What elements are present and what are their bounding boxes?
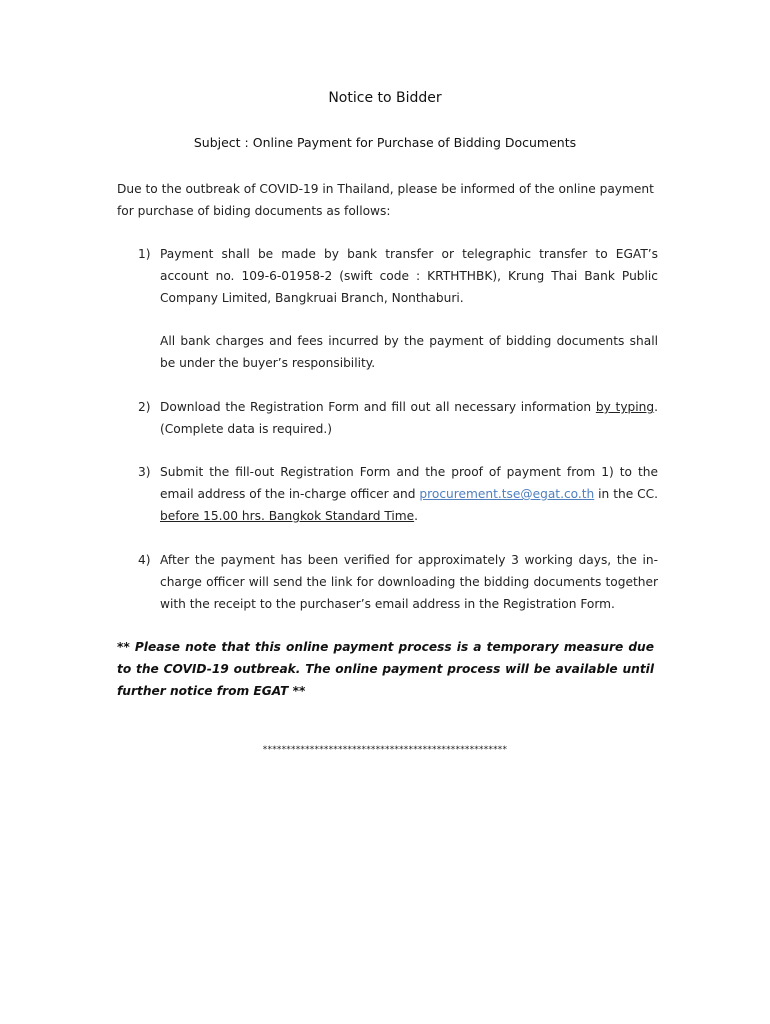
list-item-1-continuation: [138, 330, 658, 374]
list-item-3: [138, 461, 658, 527]
underlined-text: before 15.00 hrs. Bangkok Standard Time: [160, 509, 415, 523]
underlined-text: by typing: [595, 400, 655, 414]
email-link[interactable]: procurement.tse@egat.co.th: [419, 487, 595, 501]
list-item-number: 1): [138, 247, 151, 261]
page-title: Notice to Bidder: [328, 90, 442, 106]
list-item-4: [138, 549, 658, 615]
separator-line: ****************************************************: [262, 745, 508, 755]
list-item-text: All bank charges and fees incurred by the payment of bidding documents shall be under the buyer’s responsibility.: [160, 334, 658, 370]
list-item-2: [138, 396, 658, 440]
list-item-number: 2): [138, 400, 151, 414]
text-segment: in the CC.: [594, 487, 658, 501]
list-item-text: After the payment has been verified for approximately 3 working days, the in-charge officer will send the link for downloading the bidding documents together with the receipt to the purchaser’s email address in the Registration Form.: [160, 553, 658, 611]
list-item-text: Payment shall be made by bank transfer or telegraphic transfer to EGAT’s account no. 109-6-01958-2 (swift code : KRTHTHBK), Krung Thai Bank Public Company Limited, Bangkruai Branch, Nonthaburi.: [160, 247, 658, 305]
list-item-1: [138, 243, 658, 309]
text-segment: .: [414, 509, 419, 523]
list-item-number: 4): [138, 553, 151, 567]
text-segment: Submit the fill-out Registration Form and the proof of payment from 1) to the email address of the in-charge officer and: [160, 465, 658, 501]
text-segment: . (Complete data is required.): [160, 400, 658, 436]
list-item-number: 3): [138, 465, 151, 479]
text-segment: Download the Registration Form and fill out all necessary information: [160, 400, 596, 414]
subject-line: Subject : Online Payment for Purchase of Bidding Documents: [193, 135, 577, 150]
list-item-text: [160, 461, 658, 527]
important-note: ** Please note that this online payment process is a temporary measure due to the COVID-19 outbreak. The online payment process will be available until further notice from EGAT **: [117, 640, 654, 698]
list-item-text: [160, 396, 658, 440]
intro-paragraph: Due to the outbreak of COVID-19 in Thailand, please be informed of the online payment for purchase of biding documents as follows:: [117, 182, 654, 218]
